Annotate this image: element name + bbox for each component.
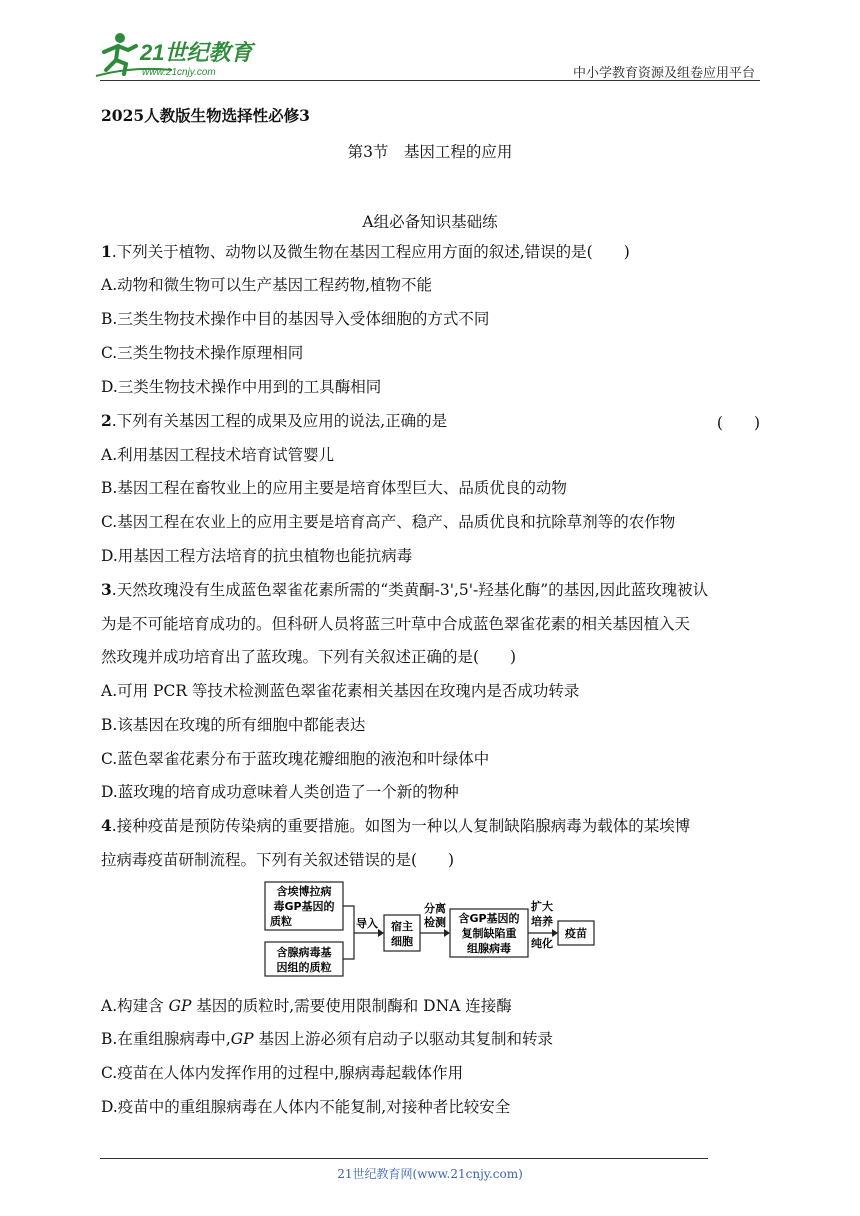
svg-text:疫苗: 疫苗 <box>565 927 587 940</box>
svg-text:毒GP基因的: 毒GP基因的 <box>273 900 335 913</box>
series-title: 2025人教版生物选择性必修3 <box>101 106 310 125</box>
question-4-stem-line1: 4.接种疫苗是预防传染病的重要措施。如图为一种以人复制缺陷腺病毒为载体的某埃博 <box>101 816 691 835</box>
footer-divider <box>100 1158 708 1159</box>
question-2-stem: 2.下列有关基因工程的成果及应用的说法,正确的是 <box>101 411 448 430</box>
q1-option-d: D.三类生物技术操作中用到的工具酶相同 <box>101 378 382 396</box>
page-header <box>0 0 860 90</box>
platform-name: 中小学教育资源及组卷应用平台 <box>572 66 755 81</box>
q3-option-c: C.蓝色翠雀花素分布于蓝玫瑰花瓣细胞的液泡和叶绿体中 <box>101 750 490 768</box>
svg-text:21世纪教育: 21世纪教育 <box>140 40 253 65</box>
q3-option-d: D.蓝玫瑰的培育成功意味着人类创造了一个新的物种 <box>101 783 459 801</box>
svg-text:宿主: 宿主 <box>391 920 413 933</box>
q2-option-a: A.利用基因工程技术培育试管婴儿 <box>101 446 335 464</box>
svg-text:检测: 检测 <box>424 916 446 929</box>
svg-text:细胞: 细胞 <box>391 935 413 948</box>
q1-option-a: A.动物和微生物可以生产基因工程药物,植物不能 <box>101 276 433 294</box>
svg-text:分离: 分离 <box>424 902 446 915</box>
svg-text:导入: 导入 <box>356 917 378 930</box>
svg-text:扩大: 扩大 <box>531 900 553 913</box>
svg-text:含埃博拉病: 含埃博拉病 <box>276 885 332 898</box>
svg-text:组腺病毒: 组腺病毒 <box>467 942 511 955</box>
site-logo <box>92 30 262 82</box>
q2-option-b: B.基因工程在畜牧业上的应用主要是培育体型巨大、品质优良的动物 <box>101 479 567 497</box>
q1-option-b: B.三类生物技术操作中目的基因导入受体细胞的方式不同 <box>101 310 490 328</box>
footer-link[interactable]: 21世纪教育网(www.21cnjy.com) <box>337 1167 523 1181</box>
svg-text:因组的质粒: 因组的质粒 <box>276 961 332 974</box>
q3-option-a: A.可用 PCR 等技术检测蓝色翠雀花素相关基因在玫瑰内是否成功转录 <box>101 682 580 700</box>
svg-text:复制缺陷重: 复制缺陷重 <box>461 927 517 940</box>
group-title: A组必备知识基础练 <box>362 213 498 231</box>
question-3-stem-line3: 然玫瑰并成功培育出了蓝玫瑰。下列有关叙述正确的是( ) <box>101 648 517 666</box>
flow-bracket <box>343 906 354 959</box>
question-1-stem: 1.下列关于植物、动物以及微生物在基因工程应用方面的叙述,错误的是( ) <box>101 242 630 261</box>
question-3-stem-line2: 为是不可能培育成功的。但科研人员将蓝三叶草中合成蓝色翠雀花素的相关基因植入天 <box>101 615 691 633</box>
q4-option-a: A.构建含 GP 基因的质粒时,需要使用限制酶和 DNA 连接酶 <box>101 997 512 1015</box>
q2-answer-paren: ( ) <box>716 414 760 432</box>
vaccine-flow-diagram <box>262 879 597 979</box>
svg-text:培养: 培养 <box>531 915 553 928</box>
q4-option-c: C.疫苗在人体内发挥作用的过程中,腺病毒起载体作用 <box>101 1064 464 1082</box>
svg-text:含GP基因的: 含GP基因的 <box>458 912 520 925</box>
question-4-stem-line2: 拉病毒疫苗研制流程。下列有关叙述错误的是( ) <box>101 851 455 869</box>
question-3-stem-line1: 3.天然玫瑰没有生成蓝色翠雀花素所需的“类黄酮-3',5'-羟基化酶”的基因,因此蓝玫瑰被认 <box>101 580 709 599</box>
q4-option-b: B.在重组腺病毒中,GP 基因上游必须有启动子以驱动其复制和转录 <box>101 1030 553 1048</box>
q4-option-d: D.疫苗中的重组腺病毒在人体内不能复制,对接种者比较安全 <box>101 1098 511 1116</box>
header-divider <box>100 80 760 81</box>
svg-text:质粒: 质粒 <box>270 915 292 928</box>
q2-option-d: D.用基因工程方法培育的抗虫植物也能抗病毒 <box>101 547 413 565</box>
svg-text:www.21cnjy.com: www.21cnjy.com <box>142 67 216 78</box>
svg-text:纯化: 纯化 <box>531 937 553 950</box>
section-title: 第3节 基因工程的应用 <box>347 143 513 161</box>
svg-text:含腺病毒基: 含腺病毒基 <box>276 946 332 959</box>
q2-option-c: C.基因工程在农业上的应用主要是培育高产、稳产、品质优良和抗除草剂等的农作物 <box>101 513 676 531</box>
q3-option-b: B.该基因在玫瑰的所有细胞中都能表达 <box>101 716 366 734</box>
q1-option-c: C.三类生物技术操作原理相同 <box>101 344 304 362</box>
